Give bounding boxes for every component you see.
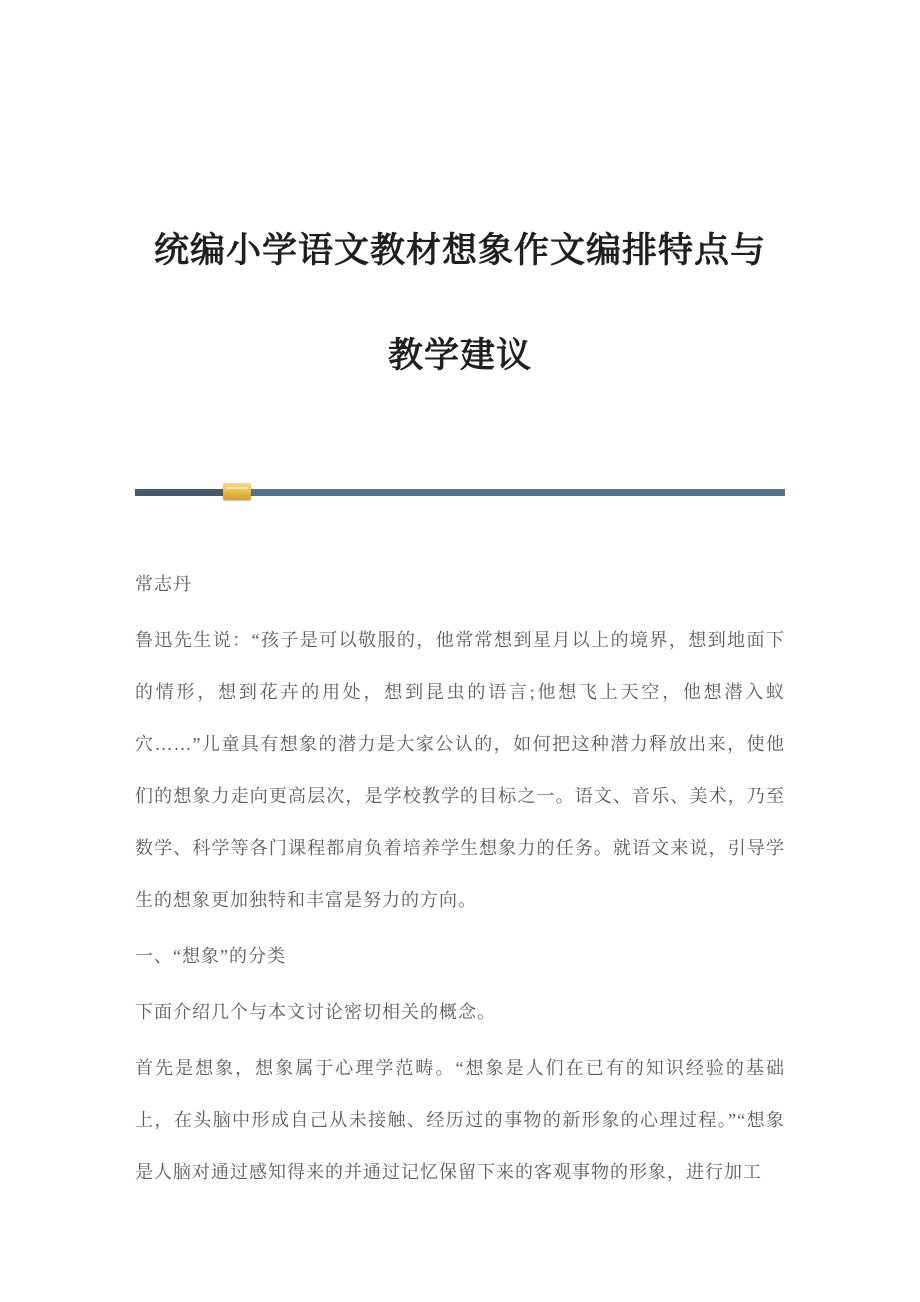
envelope-icon [223, 483, 251, 500]
paragraph-2: 下面介绍几个与本文讨论密切相关的概念。 [135, 1002, 496, 1023]
title-line-2: 教学建议 [387, 336, 532, 376]
author-name: 常志丹 [135, 574, 192, 595]
document-title [135, 23, 785, 376]
paragraph-intro: 鲁迅先生说：“孩子是可以敬服的，他常常想到星月以上的境界，想到地面下的情形，想到花卉的用处，想到昆虫的语言;他想飞上天空，他想潜入蚁穴……”儿童具有想象的潜力是大家公认的，如何把这种潜力释放出来，使他们的想象力走向更高层次，是学校教学的目标之一。语文、音乐、美术，乃至数学、科学等各门课程都肩负着培养学生想象力的任务。就语文来说，引导学生的想象更加独特和丰富是努力的方向。 [135, 630, 785, 911]
section-divider [135, 489, 785, 496]
divider-bar-left-segment [135, 489, 231, 496]
document-body [135, 558, 785, 1198]
paragraph-3: 首先是想象，想象属于心理学范畴。“想象是人们在已有的知识经验的基础上，在头脑中形成自己从未接触、经历过的事物的新形象的心理过程。”“想象是人脑对通过感知得来的并通过记忆保留下来的客观事物的形象，进行加工 [135, 1058, 785, 1183]
title-line-1: 统编小学语文教材想象作文编排特点与 [153, 231, 766, 271]
document-content [135, 23, 785, 1198]
section-heading-1: 一、“想象”的分类 [135, 946, 286, 967]
